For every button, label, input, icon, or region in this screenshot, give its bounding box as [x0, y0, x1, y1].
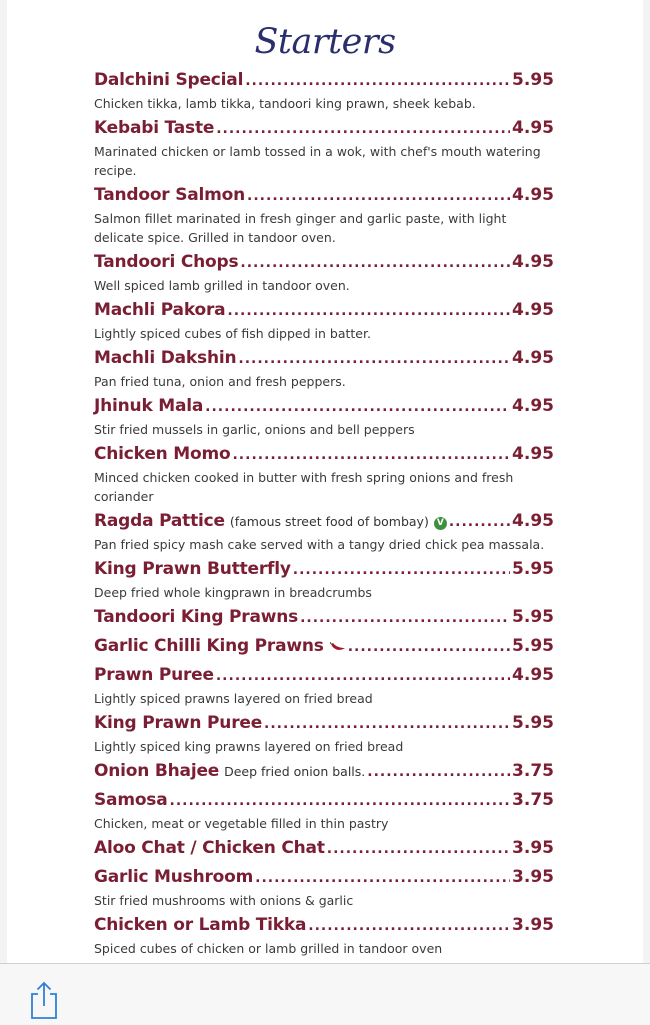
menu-item-price: 5.95: [512, 70, 554, 90]
menu-item-name: Chicken Momo: [94, 444, 231, 464]
dot-leader: [348, 639, 510, 655]
menu-item-name: Tandoori Chops: [94, 252, 239, 272]
menu-item-description: Well spiced lamb grilled in tandoor oven.: [94, 278, 350, 293]
menu-item-name: Onion Bhajee: [94, 761, 220, 781]
menu-item-description: Chicken, meat or vegetable filled in thin pastry: [94, 816, 389, 831]
menu-item-price: 5.95: [512, 607, 554, 627]
menu-item-price: 4.95: [512, 444, 554, 464]
menu-item-description: Chicken tikka, lamb tikka, tandoori king prawn, sheek kebab.: [94, 96, 476, 111]
dot-leader: [367, 764, 510, 780]
menu-item: [94, 838, 554, 862]
menu-item-description: Marinated chicken or lamb tossed in a wok, with chef's mouth watering recipe.: [94, 144, 541, 178]
menu-item-price: 4.95: [512, 511, 554, 531]
menu-item-line: [94, 867, 554, 891]
menu-item-line: [94, 511, 554, 535]
menu-item: [94, 867, 554, 910]
menu-item-price: 3.95: [512, 838, 554, 858]
menu-item: [94, 252, 554, 295]
menu-item: [94, 636, 554, 660]
menu-item-line: [94, 185, 554, 209]
menu-item-note: Deep fried onion balls.: [224, 764, 366, 779]
menu-item-line: [94, 300, 554, 324]
dot-leader: [238, 351, 510, 367]
menu-list: [94, 70, 554, 963]
menu-item-name: Ragda Pattice: [94, 511, 225, 531]
dot-leader: [216, 121, 510, 137]
menu-item-description: Spiced cubes of chicken or lamb grilled in tandoor oven: [94, 941, 443, 956]
dot-leader: [264, 716, 510, 732]
page-title: Starters: [254, 22, 396, 62]
menu-item-description: Pan fried tuna, onion and fresh peppers.: [94, 374, 346, 389]
dot-leader: [245, 73, 510, 89]
menu-item-description: Pan fried spicy mash cake served with a tangy dried chick pea massala.: [94, 537, 545, 552]
menu-item-line: [94, 790, 554, 814]
menu-item-name: King Prawn Butterfly: [94, 559, 291, 579]
dot-leader: [308, 918, 510, 934]
menu-item-name: Dalchini Special: [94, 70, 244, 90]
dot-leader: [327, 841, 510, 857]
menu-item: [94, 713, 554, 756]
menu-item-name: King Prawn Puree: [94, 713, 263, 733]
menu-item: [94, 790, 554, 833]
menu-item-line: [94, 838, 554, 862]
dot-leader: [293, 562, 510, 578]
menu-item-name: Tandoor Salmon: [94, 185, 246, 205]
menu-item-price: 3.75: [512, 761, 554, 781]
menu-item-price: 5.95: [512, 559, 554, 579]
menu-item-price: 4.95: [512, 252, 554, 272]
menu-item-price: 4.95: [512, 396, 554, 416]
menu-item-description: Deep fried whole kingprawn in breadcrumbs: [94, 585, 372, 600]
menu-item-line: [94, 665, 554, 689]
menu-item-line: [94, 559, 554, 583]
menu-item-description: Salmon fillet marinated in fresh ginger and garlic paste, with light delicate spice. Grilled in tandoor oven.: [94, 211, 507, 245]
share-icon: [26, 980, 62, 1020]
dot-leader: [232, 447, 510, 463]
menu-item-name: Prawn Puree: [94, 665, 214, 685]
menu-item-line: [94, 636, 554, 660]
menu-item: [94, 761, 554, 785]
menu-item-description: Lightly spiced king prawns layered on fried bread: [94, 739, 404, 754]
menu-item-name: Chicken or Lamb Tikka: [94, 915, 307, 935]
dot-leader: [300, 610, 510, 626]
menu-item: [94, 665, 554, 708]
menu-item-price: 5.95: [512, 713, 554, 733]
menu-item-name: Garlic Chilli King Prawns: [94, 636, 324, 656]
menu-item-price: 3.95: [512, 915, 554, 935]
chilli-icon: [330, 637, 346, 656]
menu-page: [7, 0, 643, 963]
menu-item-line: [94, 118, 554, 142]
bottom-toolbar: [0, 963, 650, 1025]
vegetarian-icon: V: [434, 517, 447, 530]
menu-item-name: Jhinuk Mala: [94, 396, 204, 416]
menu-item-description: Minced chicken cooked in butter with fresh spring onions and fresh coriander: [94, 470, 514, 504]
dot-leader: [227, 303, 510, 319]
menu-item-line: [94, 761, 554, 785]
menu-item: [94, 511, 554, 554]
menu-item-name: Samosa: [94, 790, 168, 810]
menu-item-line: [94, 348, 554, 372]
menu-item-price: 4.95: [512, 348, 554, 368]
menu-item-line: [94, 252, 554, 276]
dot-leader: [247, 188, 510, 204]
dot-leader: [255, 870, 510, 886]
menu-item-line: [94, 915, 554, 939]
dot-leader: [240, 255, 510, 271]
share-button[interactable]: [26, 980, 62, 1020]
menu-item: [94, 607, 554, 631]
menu-item-description: Lightly spiced cubes of fish dipped in batter.: [94, 326, 371, 341]
menu-item-name: Aloo Chat / Chicken Chat: [94, 838, 325, 858]
menu-item-line: [94, 396, 554, 420]
menu-item-price: 4.95: [512, 185, 554, 205]
menu-item-line: [94, 713, 554, 737]
menu-item-line: [94, 444, 554, 468]
menu-item: [94, 185, 554, 247]
menu-item-price: 4.95: [512, 118, 554, 138]
menu-item-price: 4.95: [512, 665, 554, 685]
menu-item-name: Tandoori King Prawns: [94, 607, 299, 627]
menu-item: [94, 444, 554, 506]
menu-item: [94, 70, 554, 113]
menu-item-line: [94, 70, 554, 94]
dot-leader: [449, 514, 510, 530]
dot-leader: [216, 668, 510, 684]
menu-item-description: Stir fried mushrooms with onions & garlic: [94, 893, 354, 908]
menu-item-name: Machli Pakora: [94, 300, 226, 320]
menu-item-name: Garlic Mushroom: [94, 867, 254, 887]
menu-item-price: 4.95: [512, 300, 554, 320]
menu-item: [94, 300, 554, 343]
dot-leader: [170, 793, 511, 809]
menu-item-name: Kebabi Taste: [94, 118, 215, 138]
menu-item-price: 3.95: [512, 867, 554, 887]
menu-item: [94, 118, 554, 180]
menu-item-note: (famous street food of bombay): [229, 514, 429, 529]
menu-item: [94, 348, 554, 391]
menu-item: [94, 915, 554, 958]
menu-item-description: Lightly spiced prawns layered on fried bread: [94, 691, 373, 706]
dot-leader: [205, 399, 510, 415]
menu-item: [94, 396, 554, 439]
menu-item-description: Stir fried mussels in garlic, onions and bell peppers: [94, 422, 415, 437]
menu-item-price: 5.95: [512, 636, 554, 656]
menu-item: [94, 559, 554, 602]
menu-item-line: [94, 607, 554, 631]
menu-item-price: 3.75: [512, 790, 554, 810]
menu-item-name: Machli Dakshin: [94, 348, 237, 368]
